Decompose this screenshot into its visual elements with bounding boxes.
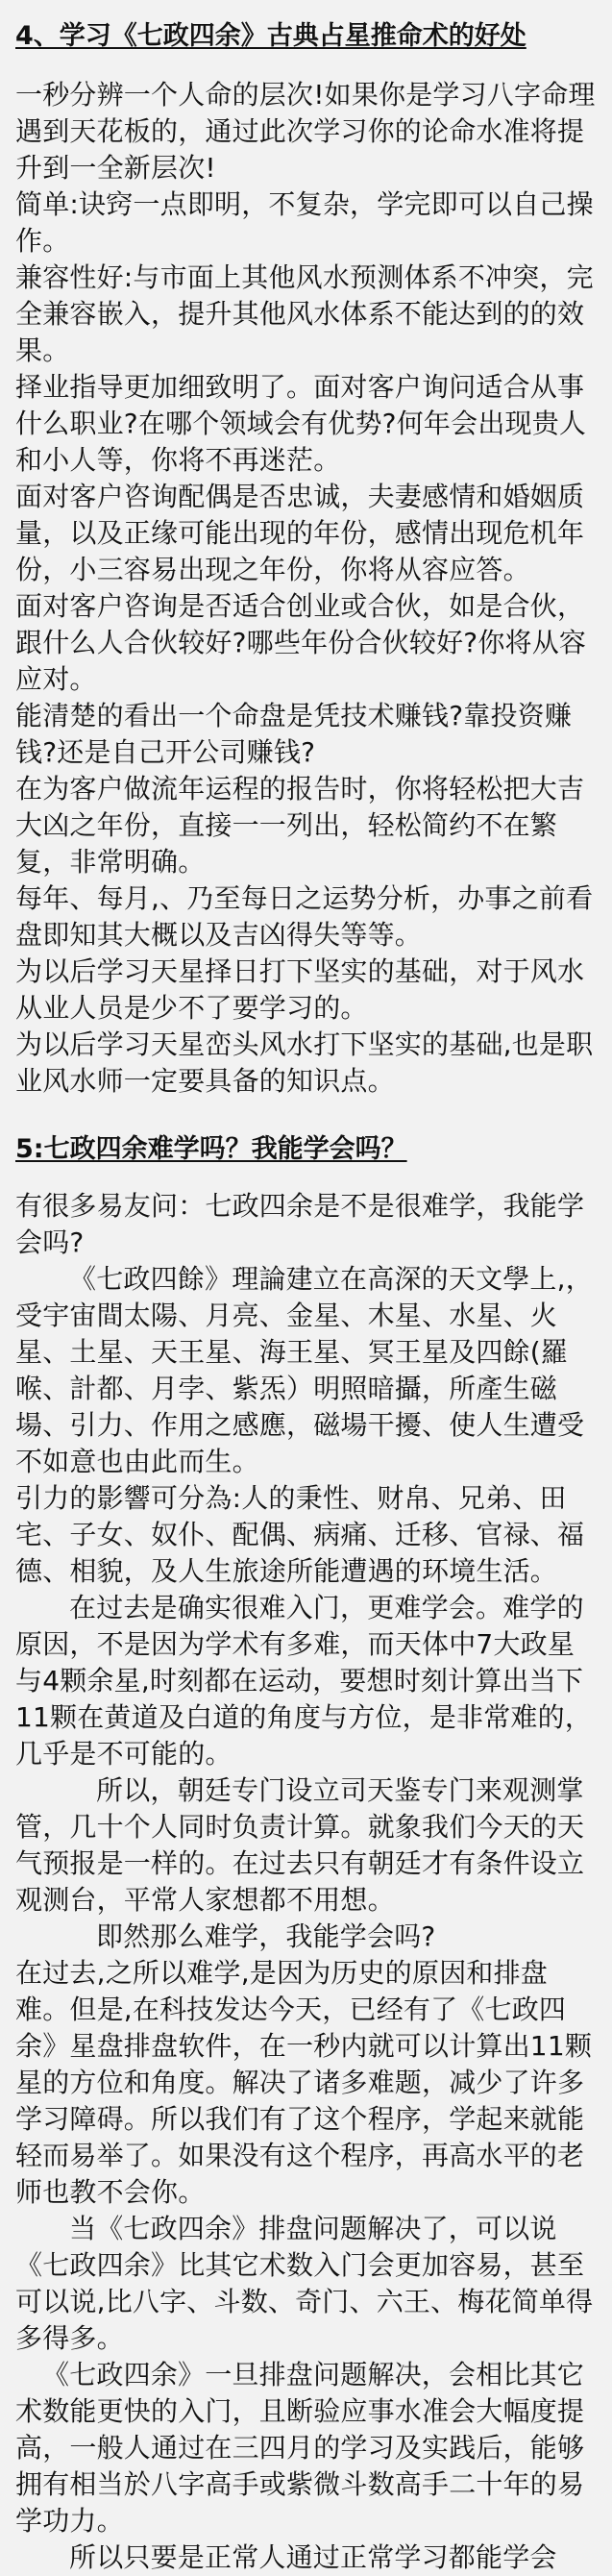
paragraph: 《七政四余》一旦排盘问题解决，会相比其它术数能更快的入门，且断验应事水准会大幅度提高，一般人通过在三四月的学习及实践后，能够拥有相当於八字高手或紫微斗数高手二十年的易学功力。	[15, 2359, 585, 2537]
paragraph: 当《七政四余》排盘问题解决了，可以说《七政四余》比其它术数入门会更加容易，甚至可以说,比八字、斗数、奇门、六王、梅花简单得多得多。	[15, 2213, 594, 2354]
paragraph: 在过去是确实很难入门，更难学会。难学的原因，不是因为学术有多难，而天体中7大政星与4颗余星,时刻都在运动，要想时刻计算出当下11颗在黄道及白道的角度与方位，是非常难的，几乎是不可能的。	[15, 1592, 593, 1770]
section-4-heading: 4、学习《七政四余》古典占星推命术的好处	[15, 21, 526, 51]
paragraph: 能清楚的看出一个命盘是凭技术赚钱?靠投资赚钱?还是自己开公司赚钱?	[15, 700, 573, 768]
paragraph: 每年、每月,、乃至每日之运势分析，办事之前看盘即知其大概以及吉凶得失等等。	[15, 882, 594, 951]
paragraph: 在为客户做流年运程的报告时，你将轻松把大吉大凶之年份，直接一一列出，轻松简约不在繁复，非常明确。	[15, 773, 585, 878]
paragraph: 简单:诀窍一点即明，不复杂，学完即可以自己操作。	[15, 188, 594, 257]
paragraph: 面对客户咨询配偶是否忠诚，夫妻感情和婚姻质量，以及正缘可能出现的年份，感情出现危机年份，小三容易出现之年份，你将从容应答。	[15, 481, 585, 585]
paragraph: 《七政四餘》理論建立在高深的天文學上,，受宇宙間太陽、月亮、金星、木星、水星、火星、土星、天王星、海王星、冥王星及四餘(羅喉、計都、月孛、紫炁）明照暗攝，所產生磁場、引力、作用之感應，磁場干擾、使人生遭受不如意也由此而生。	[15, 1263, 593, 1477]
paragraph: 引力的影響可分為:人的秉性、财帛、兄弟、田宅、子女、奴仆、配偶、病痛、迁移、官禄、福德、相貌，及人生旅途所能遭遇的环境生活。	[15, 1482, 585, 1587]
paragraph: 一秒分辨一个人命的层次!如果你是学习八字命理遇到天花板的，通过此次学习你的论命水准将提升到一全新层次!	[15, 79, 596, 184]
paragraph: 为以后学习天星择日打下坚实的基础，对于风水从业人员是少不了要学习的。	[15, 955, 585, 1024]
paragraph: 有很多易友问：七政四余是不是很难学，我能学会吗?	[15, 1190, 585, 1258]
paragraph: 择业指导更加细致明了。面对客户询问适合从事什么职业?在哪个领域会有优势?何年会出现贵人和小人等，你将不再迷茫。	[15, 371, 587, 476]
section-4-body	[15, 77, 597, 1100]
paragraph: 即然那么难学，我能学会吗?	[96, 1920, 436, 1952]
section-5-body	[15, 1188, 597, 2576]
paragraph: 在过去,之所以难学,是因为历史的原因和排盘难。但是,在科技发达今天，已经有了《七政四余》星盘排盘软件，在一秒内就可以计算出11颗星的方位和角度。解决了诸多难题，减少了许多学习障碍。所以我们有了这个程序，学起来就能轻而易举了。如果没有这个程序，再高水平的老师也教不会你。	[15, 1957, 593, 2208]
section-5-heading: 5:七政四余难学吗？我能学会吗？	[15, 1134, 407, 1164]
paragraph: 面对客户咨询是否适合创业或合伙，如是合伙，跟什么人合伙较好?哪些年份合伙较好?你将从容应对。	[15, 590, 587, 695]
paragraph: 所以，朝廷专门设立司天鉴专门来观测掌管，几十个人同时负责计算。就象我们今天的天气预报是一样的。在过去只有朝廷才有条件设立观测台，平常人家想都不用想。	[15, 1774, 585, 1916]
paragraph: 兼容性好:与市面上其他风水预测体系不冲突，完全兼容嵌入，提升其他风水体系不能达到的的效果。	[15, 261, 594, 366]
paragraph: 为以后学习天星峦头风水打下坚实的基础,也是职业风水师一定要具备的知识点。	[15, 1028, 594, 1097]
paragraph: 所以只要是正常人通过正常学习都能学会	[69, 2541, 557, 2573]
